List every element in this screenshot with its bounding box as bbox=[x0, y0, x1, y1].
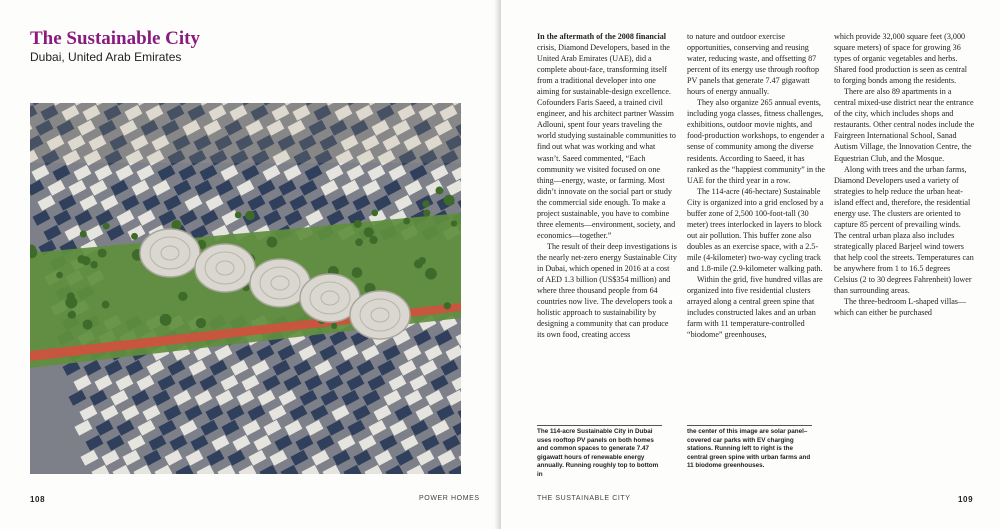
text-column-1 bbox=[537, 31, 678, 340]
tree bbox=[444, 195, 455, 206]
tree bbox=[65, 297, 77, 309]
text-column-2 bbox=[687, 31, 828, 340]
body-paragraph bbox=[537, 241, 678, 340]
tree bbox=[444, 302, 451, 309]
page-subtitle: Dubai, United Arab Emirates bbox=[30, 50, 182, 64]
photo-caption-part-2: the center of this image are solar panel–covered car parks with EV charging stations. Running left to right is the central green spine with urban farms and 11 biodome greenhouses. bbox=[687, 425, 812, 471]
paragraph-text: There are also 89 apartments in a central mixed-use district near the entrance of the city, which includes shops and restaurants. Other central nodes include the Fairgreen International School, Sanad Autism Village, the Innovation Centre, the Equestrian Club, and the Mosque. bbox=[834, 87, 975, 163]
tree bbox=[267, 237, 278, 248]
page-title: The Sustainable City bbox=[30, 28, 200, 49]
tree bbox=[103, 223, 110, 230]
page-number-left: 108 bbox=[30, 495, 46, 504]
biodome bbox=[195, 244, 255, 292]
tree bbox=[98, 249, 107, 258]
tree bbox=[90, 261, 98, 269]
tree bbox=[425, 268, 437, 280]
body-paragraph bbox=[834, 31, 975, 86]
running-head-left: POWER HOMES bbox=[419, 495, 480, 502]
body-paragraph bbox=[834, 296, 975, 318]
aerial-photo-illustration bbox=[30, 103, 461, 474]
tree bbox=[403, 218, 410, 225]
right-page bbox=[501, 0, 1000, 529]
body-paragraph bbox=[834, 86, 975, 163]
tree bbox=[160, 314, 172, 326]
paragraph-text: to nature and outdoor exercise opportunities, conserving and reusing water, reducing waste, and offsetting 87 percent of its energy use through rooftop PV panels that generate 7.47 gigawatt hours of energy annually. bbox=[687, 32, 820, 97]
body-paragraph bbox=[537, 31, 678, 241]
running-head-right: THE SUSTAINABLE CITY bbox=[537, 495, 631, 502]
text-column-3 bbox=[834, 31, 975, 318]
tree bbox=[451, 220, 457, 226]
paragraph-text: which provide 32,000 square feet (3,000 square meters) of space for growing 36 types of organic vegetables and herbs. Shared food production is seen as central to forging bonds among the residents. bbox=[834, 32, 968, 86]
tree bbox=[354, 220, 362, 228]
tree bbox=[80, 230, 87, 237]
paragraph-text: The result of their deep investigations is the nearly net-zero energy Sustainable City in Dubai, which opened in 2016 at a cost of AED 1.3 billion (US$354 million) and where three thousand people from 64 countries now live. The developers took a holistic approach to sustainability by designing a community that can produce its own food, creating access bbox=[537, 241, 677, 340]
paragraph-text: crisis, Diamond Developers, based in the United Arab Emirates (UAE), did a complete about-face, transforming itself from a traditional developer into one aiming for sustainable-design excellence. Cofounders Faris Saeed, a trained civil engineer, and his architect partner Wassim Adlouni, spent four years traveling the world studying sustainable communities to find out what was working and what wasn’t. Saeed commented, “Each community we visited focused on one thing—energy, waste, or farming. Most didn’t innovate on the social part or study the commercial side enough. To make a project sustainable, you have to combine three elements—environment, society, and economics—together.” bbox=[537, 43, 676, 240]
tree bbox=[235, 212, 242, 219]
tree bbox=[131, 233, 138, 240]
tree bbox=[102, 301, 110, 309]
paragraph-text: They also organize 265 annual events, including yoga classes, fitness challenges, exhibitions, outdoor movie nights, and food-production workshops, to engender a sense of community among the diverse residents. According to Saeed, it has ranked as the “happiest community” in the UAE for the third year in a row. bbox=[687, 98, 826, 185]
aerial-photo bbox=[30, 103, 461, 474]
left-page bbox=[0, 0, 499, 529]
tree bbox=[364, 227, 374, 237]
tree bbox=[68, 311, 76, 319]
tree bbox=[56, 272, 63, 279]
page-number-right: 109 bbox=[958, 495, 974, 504]
tree bbox=[371, 210, 378, 217]
body-paragraph bbox=[687, 186, 828, 274]
paragraph-text: The three-bedroom L-shaped villas—which can either be purchased bbox=[834, 297, 967, 318]
tree bbox=[178, 292, 187, 301]
haze bbox=[30, 103, 461, 163]
body-paragraph bbox=[687, 274, 828, 340]
tree bbox=[245, 211, 255, 221]
body-paragraph bbox=[687, 31, 828, 97]
tree bbox=[414, 259, 423, 268]
body-paragraph bbox=[687, 97, 828, 185]
paragraph-text: The 114-acre (46-hectare) Sustainable City is organized into a grid enclosed by a buffer zone of 2,500 100-foot-tall (30 meter) trees interlocked in layers to block out air pollution. This buffer zone also doubles as an exercise space, with a 2.5-mile (4-kilometer) two-way cycling track and 1.8-mile (2.9-kilometer walking path. bbox=[687, 186, 824, 273]
tree bbox=[83, 320, 93, 330]
body-paragraph bbox=[834, 164, 975, 297]
photo-caption-part-1: The 114-acre Sustainable City in Dubai uses rooftop PV panels on both homes and common spaces to generate 7.47 gigawatt hours of renewable energy annually. Running roughly top to bottom in bbox=[537, 425, 662, 480]
lead-in: In the aftermath of the 2008 financial bbox=[537, 32, 667, 41]
tree bbox=[435, 187, 443, 195]
tree bbox=[369, 236, 377, 244]
tree bbox=[196, 318, 206, 328]
biodome bbox=[350, 291, 410, 339]
tree bbox=[352, 267, 363, 278]
tree bbox=[355, 238, 363, 246]
tree bbox=[422, 200, 429, 207]
biodome bbox=[140, 229, 200, 277]
tree bbox=[423, 210, 430, 217]
tree bbox=[77, 255, 86, 264]
paragraph-text: Within the grid, five hundred villas are organized into five residential clusters arrayed along a central green spine that includes constructed lakes and an urban farm with 11 temperature-controlled “biodome” greenhouses, bbox=[687, 275, 823, 340]
paragraph-text: Along with trees and the urban farms, Diamond Developers used a variety of strategies to help reduce the urban heat-island effect and, therefore, the residential energy use. The clusters are oriented to capture 85 percent of prevailing winds. The central urban plaza also includes strategically placed Barjeel wind towers that help cool the streets. Temperatures can be anywhere from 1 to 16.5 degrees Celsius (2 to 30 degrees Fahrenheit) lower than surrounding areas. bbox=[834, 164, 974, 296]
tree bbox=[331, 323, 337, 329]
